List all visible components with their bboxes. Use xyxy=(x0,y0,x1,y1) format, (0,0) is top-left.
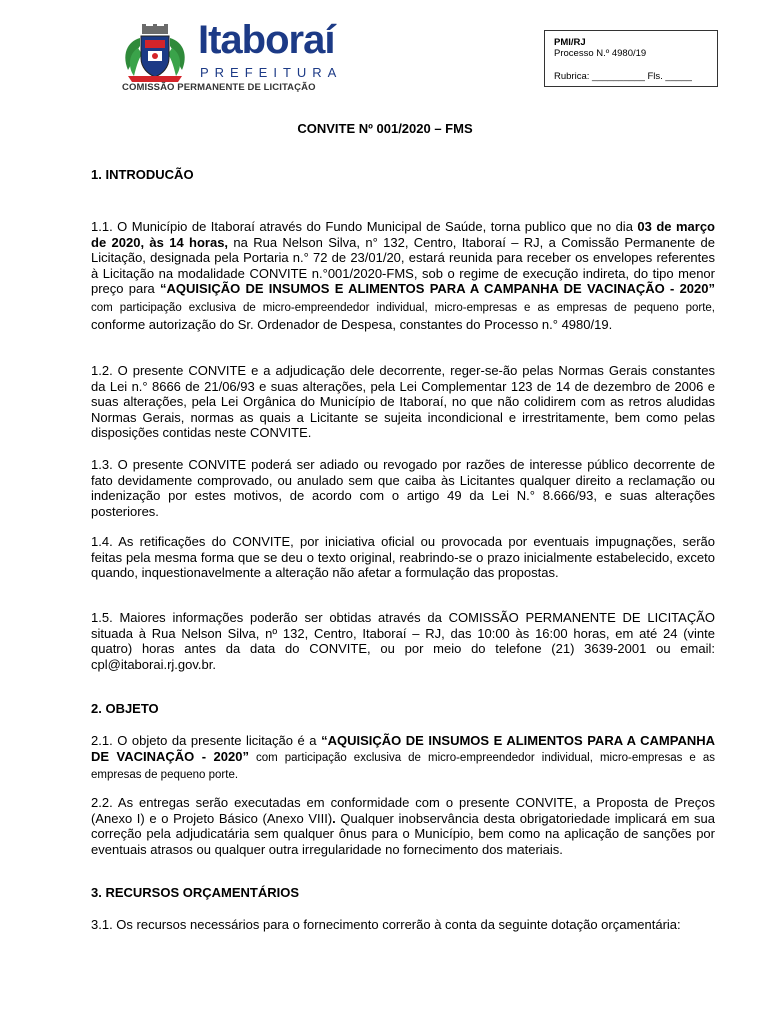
section-heading-1: 1. INTRODUCÃO xyxy=(91,167,194,182)
brand-subtitle: PREFEITURA xyxy=(200,65,343,80)
paragraph-1-1: 1.1. O Município de Itaboraí através do Fundo Municipal de Saúde, torna publico que no dia 03 de março de 2020, às 14 horas, na Rua Nelson Silva, n° 132, Centro, Itaboraí – RJ, a Comissão Permanente de Licitação, designada pela Portaria n.° 72 de 23/01/20, estará reunida para receber os envelopes referentes à Licitação na modalidade CONVITE n.°001/2020-FMS, sob o regime de execução indireta, do tipo menor preço para “AQUISIÇÃO DE INSUMOS E ALIMENTOS PARA A CAMPANHA DE VACINAÇÃO - 2020” com participação exclusiva de micro-empreendedor individual, micro-empresas e as empresas de pequeno porte, conforme autorização do Sr. Ordenador de Despesa, constantes do Processo n.° 4980/19. xyxy=(91,219,716,332)
stamp-process-number: Processo N.º 4980/19 xyxy=(554,48,647,59)
itaborai-logo xyxy=(118,18,343,96)
commission-label: COMISSÃO PERMANENTE DE LICITAÇÃO xyxy=(122,82,316,93)
paragraph-3-1: 3.1. Os recursos necessários para o fornecimento correrão à conta da seguinte dotação orçamentária: xyxy=(91,917,681,932)
section-heading-3: 3. RECURSOS ORÇAMENTÁRIOS xyxy=(91,885,300,900)
brand-name: Itaboraí xyxy=(198,18,335,62)
paragraph-1-2: 1.2. O presente CONVITE e a adjudicação dele decorrente, reger-se-ão pelas Normas Gerais constantes da Lei n.° 8666 de 21/06/93 e suas alterações, pela Lei Complementar 123 de 14 de dezembro de 2006 e suas alterações, pela Lei Orgânica do Município de Itaboraí, no que não colidirem com as retros aludidas Normas Gerais, normas as quais a Licitante se sujeita incondicional e irrestritamente, bem como pelas disposições contidas neste CONVITE. xyxy=(91,363,715,441)
process-stamp-box xyxy=(544,30,718,87)
stamp-rubrica-fls: Rubrica: __________ Fls. _____ xyxy=(554,71,692,82)
stamp-org: PMI/RJ xyxy=(554,37,586,48)
section-heading-2: 2. OBJETO xyxy=(91,701,159,716)
paragraph-2-1: 2.1. O objeto da presente licitação é a “AQUISIÇÃO DE INSUMOS E ALIMENTOS PARA A CAMPANHA DE VACINAÇÃO - 2020” com participação exclusiva de micro-empreendedor individual, micro-empresas e as empresas de pequeno porte. xyxy=(91,733,716,782)
paragraph-2-2: 2.2. As entregas serão executadas em conformidade com o presente CONVITE, a Proposta de Preços (Anexo I) e o Projeto Básico (Anexo VIII). Qualquer inobservância desta obrigatoriedade implicará em sua correção pela adjudicatária sem qualquer ônus para o Município, bem como na aplicação de sanções por eventuais atrasos ou qualquer outra irregularidade no fornecimento dos materiais. xyxy=(91,795,715,857)
paragraph-1-3: 1.3. O presente CONVITE poderá ser adiado ou revogado por razões de interesse público decorrente de fato devidamente comprovado, ou anulado sem que caiba às Licitantes qualquer direito a reclamação ou indenização por estes motivos, de acordo com o artigo 49 da Lei N.° 8.666/93, e suas alterações posteriores. xyxy=(91,457,715,519)
paragraph-1-4: 1.4. As retificações do CONVITE, por iniciativa oficial ou provocada por eventuais impugnações, serão feitas pela mesma forma que se deu o texto original, reabrindo-se o prazo inicialmente estabelecido, exceto quando, inquestionavelmente a alteração não afetar a formulação das propostas. xyxy=(91,534,715,581)
paragraph-1-5: 1.5. Maiores informações poderão ser obtidas através da COMISSÃO PERMANENTE DE LICITAÇÃO situada à Rua Nelson Silva, nº 132, Centro, Itaboraí – RJ, das 10:00 às 16:00 horas, em até 24 (vinte quatro) horas antes da data do CONVITE, ou por meio do telefone (21) 3639-2001 ou email: cpl@itaborai.rj.gov.br. xyxy=(91,610,715,672)
coat-of-arms-icon xyxy=(118,24,192,86)
document-title: CONVITE Nº 001/2020 – FMS xyxy=(297,121,473,136)
